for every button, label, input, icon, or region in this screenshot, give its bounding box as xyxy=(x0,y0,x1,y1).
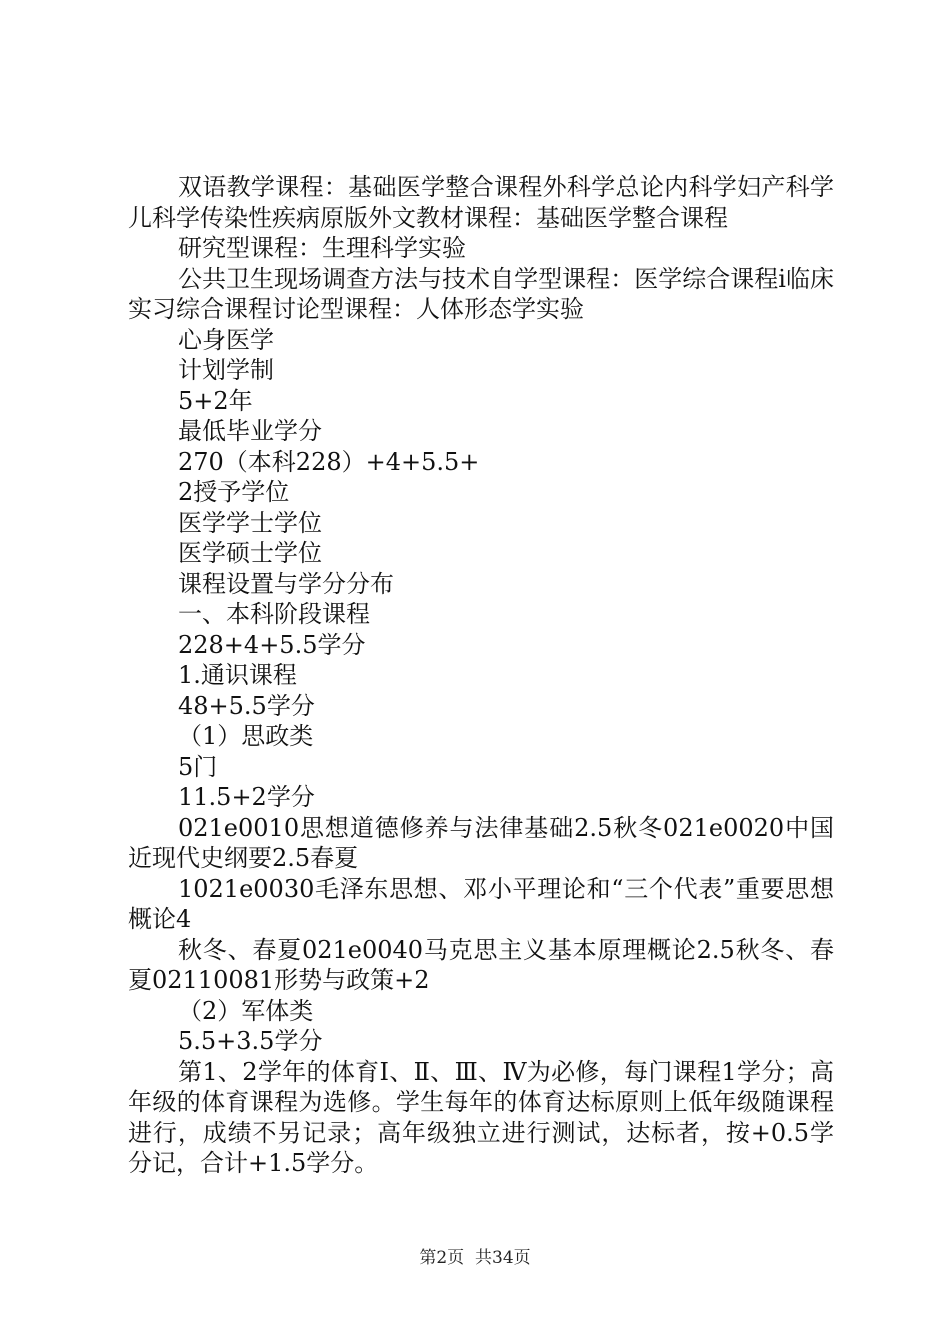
paragraph: 课程设置与学分分布 xyxy=(178,569,394,598)
paragraph: 秋冬、春夏021e0040马克思主义基本原理概论2.5秋冬、春夏02110081形势与政策+2 xyxy=(128,935,834,994)
document-body xyxy=(128,172,834,1179)
paragraph: 1.通识课程 xyxy=(178,661,297,689)
paragraph: 最低毕业学分 xyxy=(178,417,322,445)
page-footer xyxy=(0,1243,950,1268)
paragraph: 1021e0030毛泽东思想、邓小平理论和“三个代表”重要思想概论4 xyxy=(128,874,834,933)
paragraph: 心身医学 xyxy=(178,325,274,354)
paragraph: （2）军体类 xyxy=(178,996,314,1025)
paragraph: 医学学士学位 xyxy=(178,508,322,537)
paragraph: 021e0010思想道德修养与法律基础2.5秋冬021e0020中国近现代史纲要2.5春夏 xyxy=(128,813,834,872)
page-number: 第2页 xyxy=(419,1248,465,1268)
paragraph: 270（本科228）+4+5.5+ xyxy=(178,447,480,476)
paragraph: 医学硕士学位 xyxy=(178,539,322,567)
paragraph: 计划学制 xyxy=(178,356,274,384)
paragraph: 5+2年 xyxy=(178,386,253,415)
paragraph: 48+5.5学分 xyxy=(178,691,315,720)
page-total: 共34页 xyxy=(475,1248,531,1268)
paragraph: 11.5+2学分 xyxy=(178,783,315,811)
paragraph: 第1、2学年的体育Ⅰ、Ⅱ、Ⅲ、Ⅳ为必修，每门课程1学分；高年级的体育课程为选修。学生每年的体育达标原则上低年级随课程进行，成绩不另记录；高年级独立进行测试，达标者，按+0.5学分记，合计+1.5学分。 xyxy=(128,1057,834,1177)
paragraph: 228+4+5.5学分 xyxy=(178,630,366,659)
paragraph: 一、本科阶段课程 xyxy=(178,600,370,628)
paragraph: 公共卫生现场调查方法与技术自学型课程：医学综合课程i临床实习综合课程讨论型课程：人体形态学实验 xyxy=(128,264,834,323)
paragraph: 5门 xyxy=(178,752,218,781)
paragraph: 研究型课程：生理科学实验 xyxy=(178,234,466,262)
paragraph: 5.5+3.5学分 xyxy=(178,1027,323,1055)
paragraph: 双语教学课程：基础医学整合课程外科学总论内科学妇产科学儿科学传染性疾病原版外文教材课程：基础医学整合课程 xyxy=(128,173,834,232)
paragraph: （1）思政类 xyxy=(178,722,314,750)
paragraph: 2授予学位 xyxy=(178,478,290,506)
footer-spacer xyxy=(464,1248,475,1268)
